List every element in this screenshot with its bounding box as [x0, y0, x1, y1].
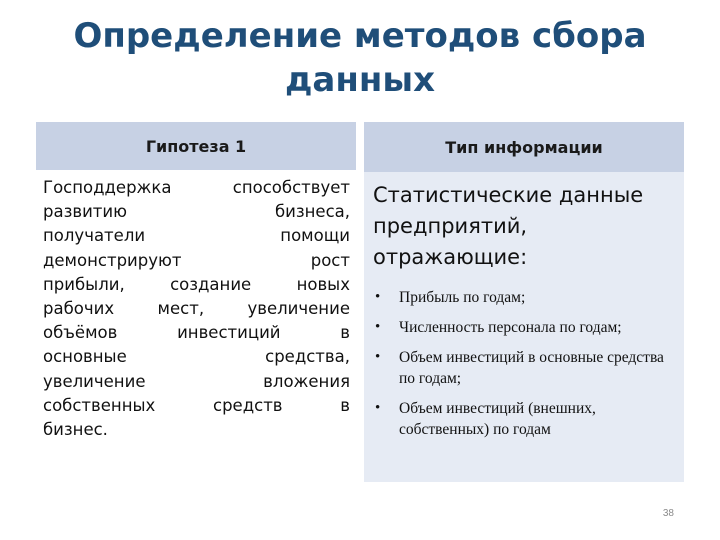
word: способствует [232, 178, 350, 197]
word: бизнеса, [274, 202, 350, 222]
word: помощи [280, 226, 350, 246]
bullet-text: Прибыль по годам; [399, 289, 526, 306]
hypothesis-text [36, 170, 356, 540]
word: собственных [43, 395, 156, 415]
info-bullet-list [373, 287, 676, 440]
text-line [43, 321, 350, 345]
text-line [43, 224, 350, 248]
info-type-body [364, 172, 684, 482]
list-item [373, 317, 676, 338]
intro-line: отражающие: [373, 245, 528, 269]
word: вложения [263, 371, 350, 391]
word: демонстрируют [43, 250, 182, 270]
text-line [43, 418, 350, 442]
word: рабочих [43, 299, 115, 319]
bullet-text: Численность персонала по годам; [399, 319, 622, 336]
word: средства, [265, 347, 350, 367]
bullet-text: Объем инвестиций (внешних, собственных) по годам [399, 400, 596, 438]
text-line [43, 273, 350, 297]
text-line [43, 394, 350, 418]
bullet-icon: • [375, 319, 381, 335]
word: в [340, 323, 350, 343]
word: создание [170, 274, 252, 294]
bullet-text: Объем инвестиций в основные средства по годам; [399, 349, 664, 387]
word: в [340, 395, 350, 415]
slide-title [40, 14, 680, 102]
word: новых [296, 274, 350, 294]
bullet-icon: • [375, 349, 381, 365]
word: средств [213, 395, 283, 415]
hypothesis-column [36, 122, 356, 540]
text-line [43, 176, 350, 200]
title-line-2: данных [284, 60, 436, 100]
text-line [43, 249, 350, 273]
page-number: 38 [662, 508, 674, 519]
word: увеличение [247, 299, 350, 319]
list-item [373, 398, 676, 440]
hypothesis-header: Гипотеза 1 [36, 122, 356, 170]
word: Господдержка [43, 178, 172, 197]
bullet-icon: • [375, 289, 381, 305]
word: инвестиций [177, 323, 281, 343]
info-type-header: Тип информации [364, 122, 684, 172]
list-item [373, 347, 676, 389]
word: развитию [43, 202, 128, 222]
title-line-1: Определение методов сбора [73, 16, 647, 56]
info-type-column [364, 122, 684, 482]
text-line [43, 345, 350, 369]
text-line [43, 200, 350, 224]
word: мест, [157, 299, 205, 319]
text-line [43, 297, 350, 321]
intro-line: предприятий, [373, 214, 528, 238]
word: рост [310, 250, 350, 270]
list-item [373, 287, 676, 308]
text-line [43, 370, 350, 394]
word: бизнес. [43, 420, 108, 440]
word: объёмов [43, 323, 118, 343]
word: прибыли, [43, 274, 125, 294]
bullet-icon: • [375, 400, 381, 416]
intro-line: Статистические данные [373, 183, 644, 207]
info-intro [373, 180, 676, 273]
word: увеличение [43, 371, 146, 391]
word: основные [43, 347, 127, 367]
word: получатели [43, 226, 146, 246]
